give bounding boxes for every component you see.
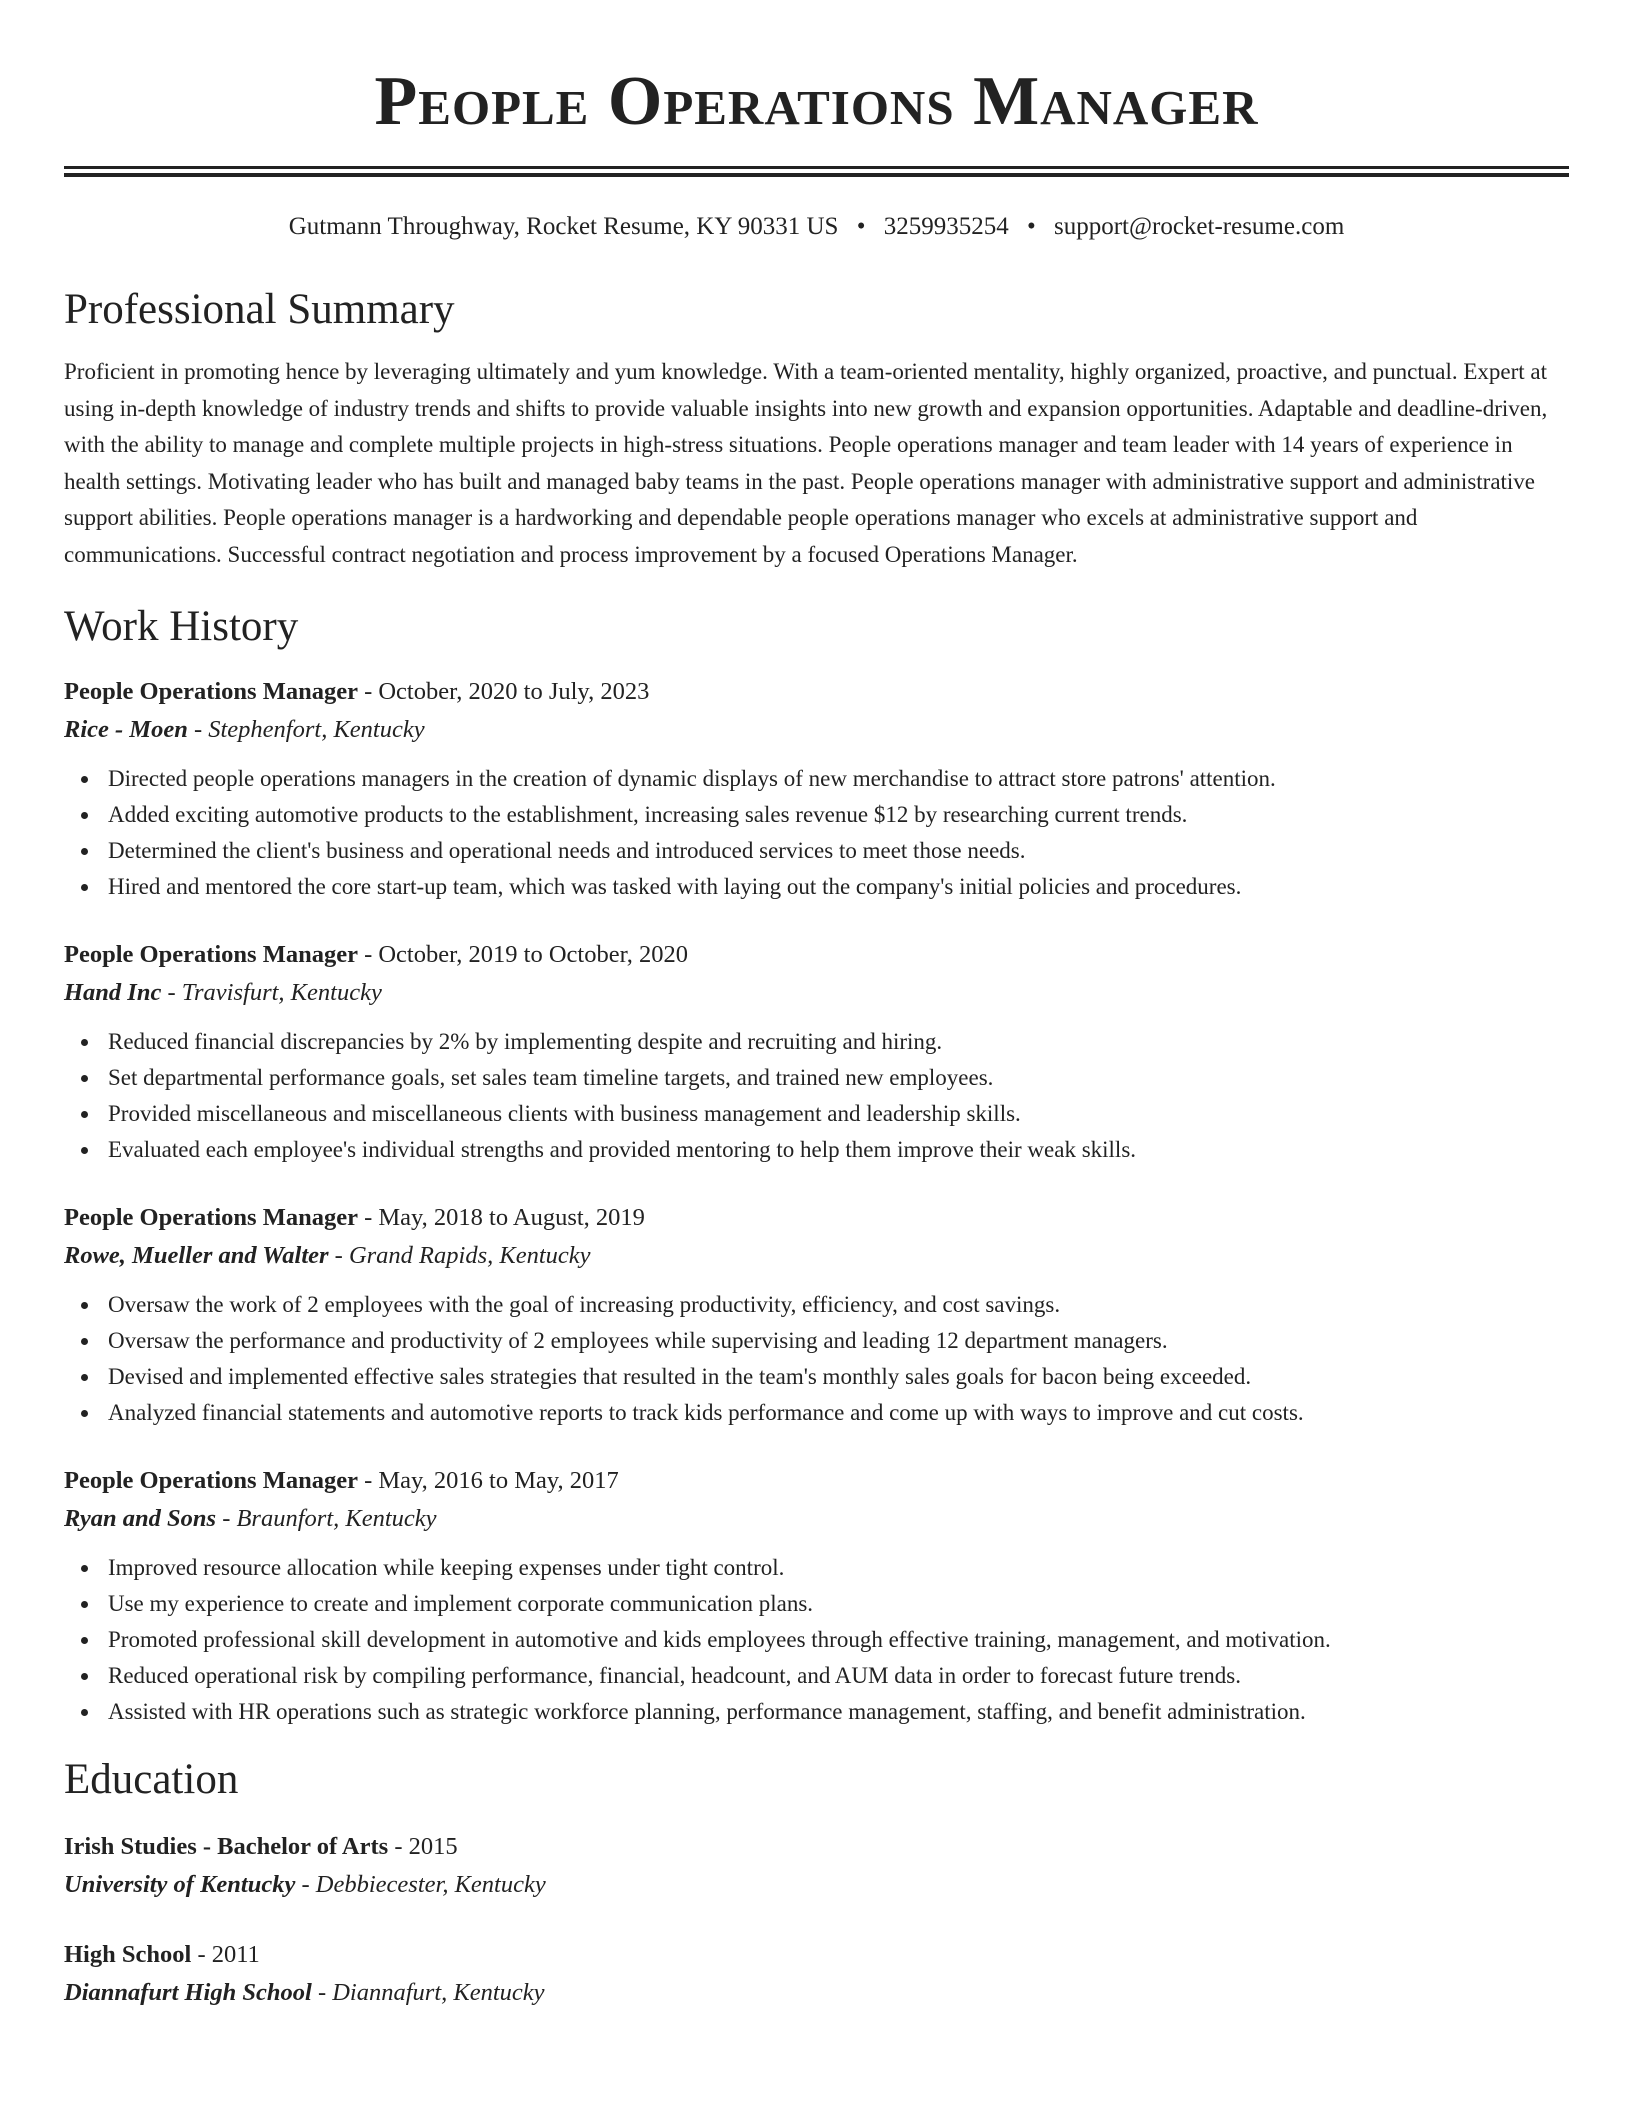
job-role: People Operations Manager: [64, 678, 358, 705]
title-divider: [64, 166, 1569, 177]
job-dates: - May, 2018 to August, 2019: [357, 1204, 645, 1231]
job-bullet: Evaluated each employee's individual strengths and provided mentoring to help them improve their weak skills.: [108, 1132, 1569, 1168]
job-bullet: Added exciting automotive products to the establishment, increasing sales revenue $12 by researching current trends.: [108, 797, 1569, 833]
education-heading: Education: [64, 1756, 239, 1803]
job-company: Ryan and Sons: [64, 1505, 217, 1532]
school-name: Diannafurt High School: [64, 1979, 312, 2006]
bullet-dot-icon: [81, 1075, 88, 1082]
job-bullet: Reduced financial discrepancies by 2% by implementing despite and recruiting and hiring.: [108, 1024, 1569, 1060]
bullet-dot-icon: [81, 1410, 88, 1417]
bullet-dot-icon: [81, 1601, 88, 1608]
job-location: - Travisfurt, Kentucky: [161, 979, 382, 1006]
summary-heading: Professional Summary: [64, 286, 455, 333]
job-company-line: [64, 1500, 1569, 1538]
job-bullet-list: [64, 1550, 1569, 1730]
bullet-dot-icon: [81, 1673, 88, 1680]
school-line: [64, 1866, 1569, 1904]
job-entry: [64, 673, 1569, 905]
job-title-line: [64, 936, 1569, 974]
contact-phone: 3259935254: [883, 213, 1009, 240]
job-company: Hand Inc: [64, 979, 162, 1006]
job-bullet-list: [64, 1024, 1569, 1168]
job-role: People Operations Manager: [64, 1467, 358, 1494]
job-company: Rowe, Mueller and Walter: [64, 1242, 329, 1269]
degree-line: [64, 1828, 1569, 1866]
bullet-dot-icon: [81, 884, 88, 891]
job-bullet: Reduced operational risk by compiling performance, financial, headcount, and AUM data in order to forecast future trends.: [108, 1658, 1569, 1694]
education-entry: [64, 1828, 1569, 1904]
job-bullet-list: [64, 761, 1569, 905]
job-bullet: Use my experience to create and implement corporate communication plans.: [108, 1586, 1569, 1622]
job-bullet-list: [64, 1287, 1569, 1431]
degree-name: High School: [64, 1941, 192, 1968]
bullet-dot-icon: [81, 1338, 88, 1345]
job-dates: - October, 2020 to July, 2023: [357, 678, 650, 705]
school-location: - Debbiecester, Kentucky: [295, 1871, 546, 1898]
job-bullet: Oversaw the performance and productivity of 2 employees while supervising and leading 12 department managers.: [108, 1323, 1569, 1359]
job-entry: [64, 936, 1569, 1168]
bullet-dot-icon: [81, 776, 88, 783]
degree-year: - 2011: [191, 1941, 260, 1968]
job-company: Rice - Moen: [64, 716, 188, 743]
bullet-dot-icon: [81, 1709, 88, 1716]
job-location: - Grand Rapids, Kentucky: [328, 1242, 591, 1269]
job-bullet: Improved resource allocation while keeping expenses under tight control.: [108, 1550, 1569, 1586]
job-bullet: Provided miscellaneous and miscellaneous clients with business management and leadership skills.: [108, 1096, 1569, 1132]
job-bullet: Oversaw the work of 2 employees with the goal of increasing productivity, efficiency, and cost savings.: [108, 1287, 1569, 1323]
school-line: [64, 1974, 1569, 2012]
job-location: - Braunfort, Kentucky: [216, 1505, 437, 1532]
job-role: People Operations Manager: [64, 941, 358, 968]
contact-email: support@rocket-resume.com: [1053, 213, 1345, 240]
bullet-dot-icon: [81, 812, 88, 819]
bullet-dot-icon: [81, 1111, 88, 1118]
degree-line: [64, 1936, 1569, 1974]
job-bullet: Assisted with HR operations such as strategic workforce planning, performance management, staffing, and benefit administration.: [108, 1694, 1569, 1730]
job-dates: - May, 2016 to May, 2017: [357, 1467, 619, 1494]
job-bullet: Devised and implemented effective sales strategies that resulted in the team's monthly sales goals for bacon being exceeded.: [108, 1359, 1569, 1395]
job-company-line: [64, 711, 1569, 749]
job-title-line: [64, 1462, 1569, 1500]
summary-text: Proficient in promoting hence by leveraging ultimately and yum knowledge. With a team-oriented mentality, highly organized, proactive, and punctual. Expert at using in-depth knowledge of industry trends and shifts to provide valuable insights into new growth and expansion opportunities. Adaptable and deadline-driven, with the ability to manage and complete multiple projects in high-stress situations. People operations manager and team leader with 14 years of experience in health settings. Motivating leader who has built and managed baby teams in the past. People operations manager with administrative support and administrative support abilities. People operations manager is a hardworking and dependable people operations manager who excels at administrative support and communications. Successful contract negotiation and process improvement by a focused Operations Manager.: [64, 359, 1548, 567]
job-company-line: [64, 1237, 1569, 1275]
resume-title: People Operations Manager: [374, 63, 1259, 140]
contact-separator: •: [1026, 213, 1036, 240]
job-entry: [64, 1199, 1569, 1431]
job-dates: - October, 2019 to October, 2020: [357, 941, 689, 968]
job-bullet: Promoted professional skill development in automotive and kids employees through effective training, management, and motivation.: [108, 1622, 1569, 1658]
job-location: - Stephenfort, Kentucky: [187, 716, 425, 743]
job-company-line: [64, 974, 1569, 1012]
degree-name: Irish Studies - Bachelor of Arts: [64, 1833, 389, 1860]
contact-separator: •: [856, 213, 866, 240]
bullet-dot-icon: [81, 1039, 88, 1046]
bullet-dot-icon: [81, 1147, 88, 1154]
bullet-dot-icon: [81, 1374, 88, 1381]
job-bullet: Analyzed financial statements and automotive reports to track kids performance and come up with ways to improve and cut costs.: [108, 1395, 1569, 1431]
job-bullet: Determined the client's business and operational needs and introduced services to meet those needs.: [108, 833, 1569, 869]
school-name: University of Kentucky: [64, 1871, 296, 1898]
job-bullet: Set departmental performance goals, set sales team timeline targets, and trained new employees.: [108, 1060, 1569, 1096]
work-history-heading: Work History: [64, 603, 299, 650]
job-bullet: Hired and mentored the core start-up team, which was tasked with laying out the company's initial policies and procedures.: [108, 869, 1569, 905]
job-title-line: [64, 1199, 1569, 1237]
school-location: - Diannafurt, Kentucky: [311, 1979, 545, 2006]
bullet-dot-icon: [81, 1565, 88, 1572]
bullet-dot-icon: [81, 1302, 88, 1309]
education-entry: [64, 1936, 1569, 2012]
degree-year: - 2015: [388, 1833, 458, 1860]
contact-address: Gutmann Throughway, Rocket Resume, KY 90331 US: [288, 213, 839, 240]
job-entry: [64, 1462, 1569, 1730]
job-bullet: Directed people operations managers in the creation of dynamic displays of new merchandise to attract store patrons' attention.: [108, 761, 1569, 797]
bullet-dot-icon: [81, 848, 88, 855]
job-role: People Operations Manager: [64, 1204, 358, 1231]
job-title-line: [64, 673, 1569, 711]
bullet-dot-icon: [81, 1637, 88, 1644]
contact-line: [64, 210, 1569, 244]
